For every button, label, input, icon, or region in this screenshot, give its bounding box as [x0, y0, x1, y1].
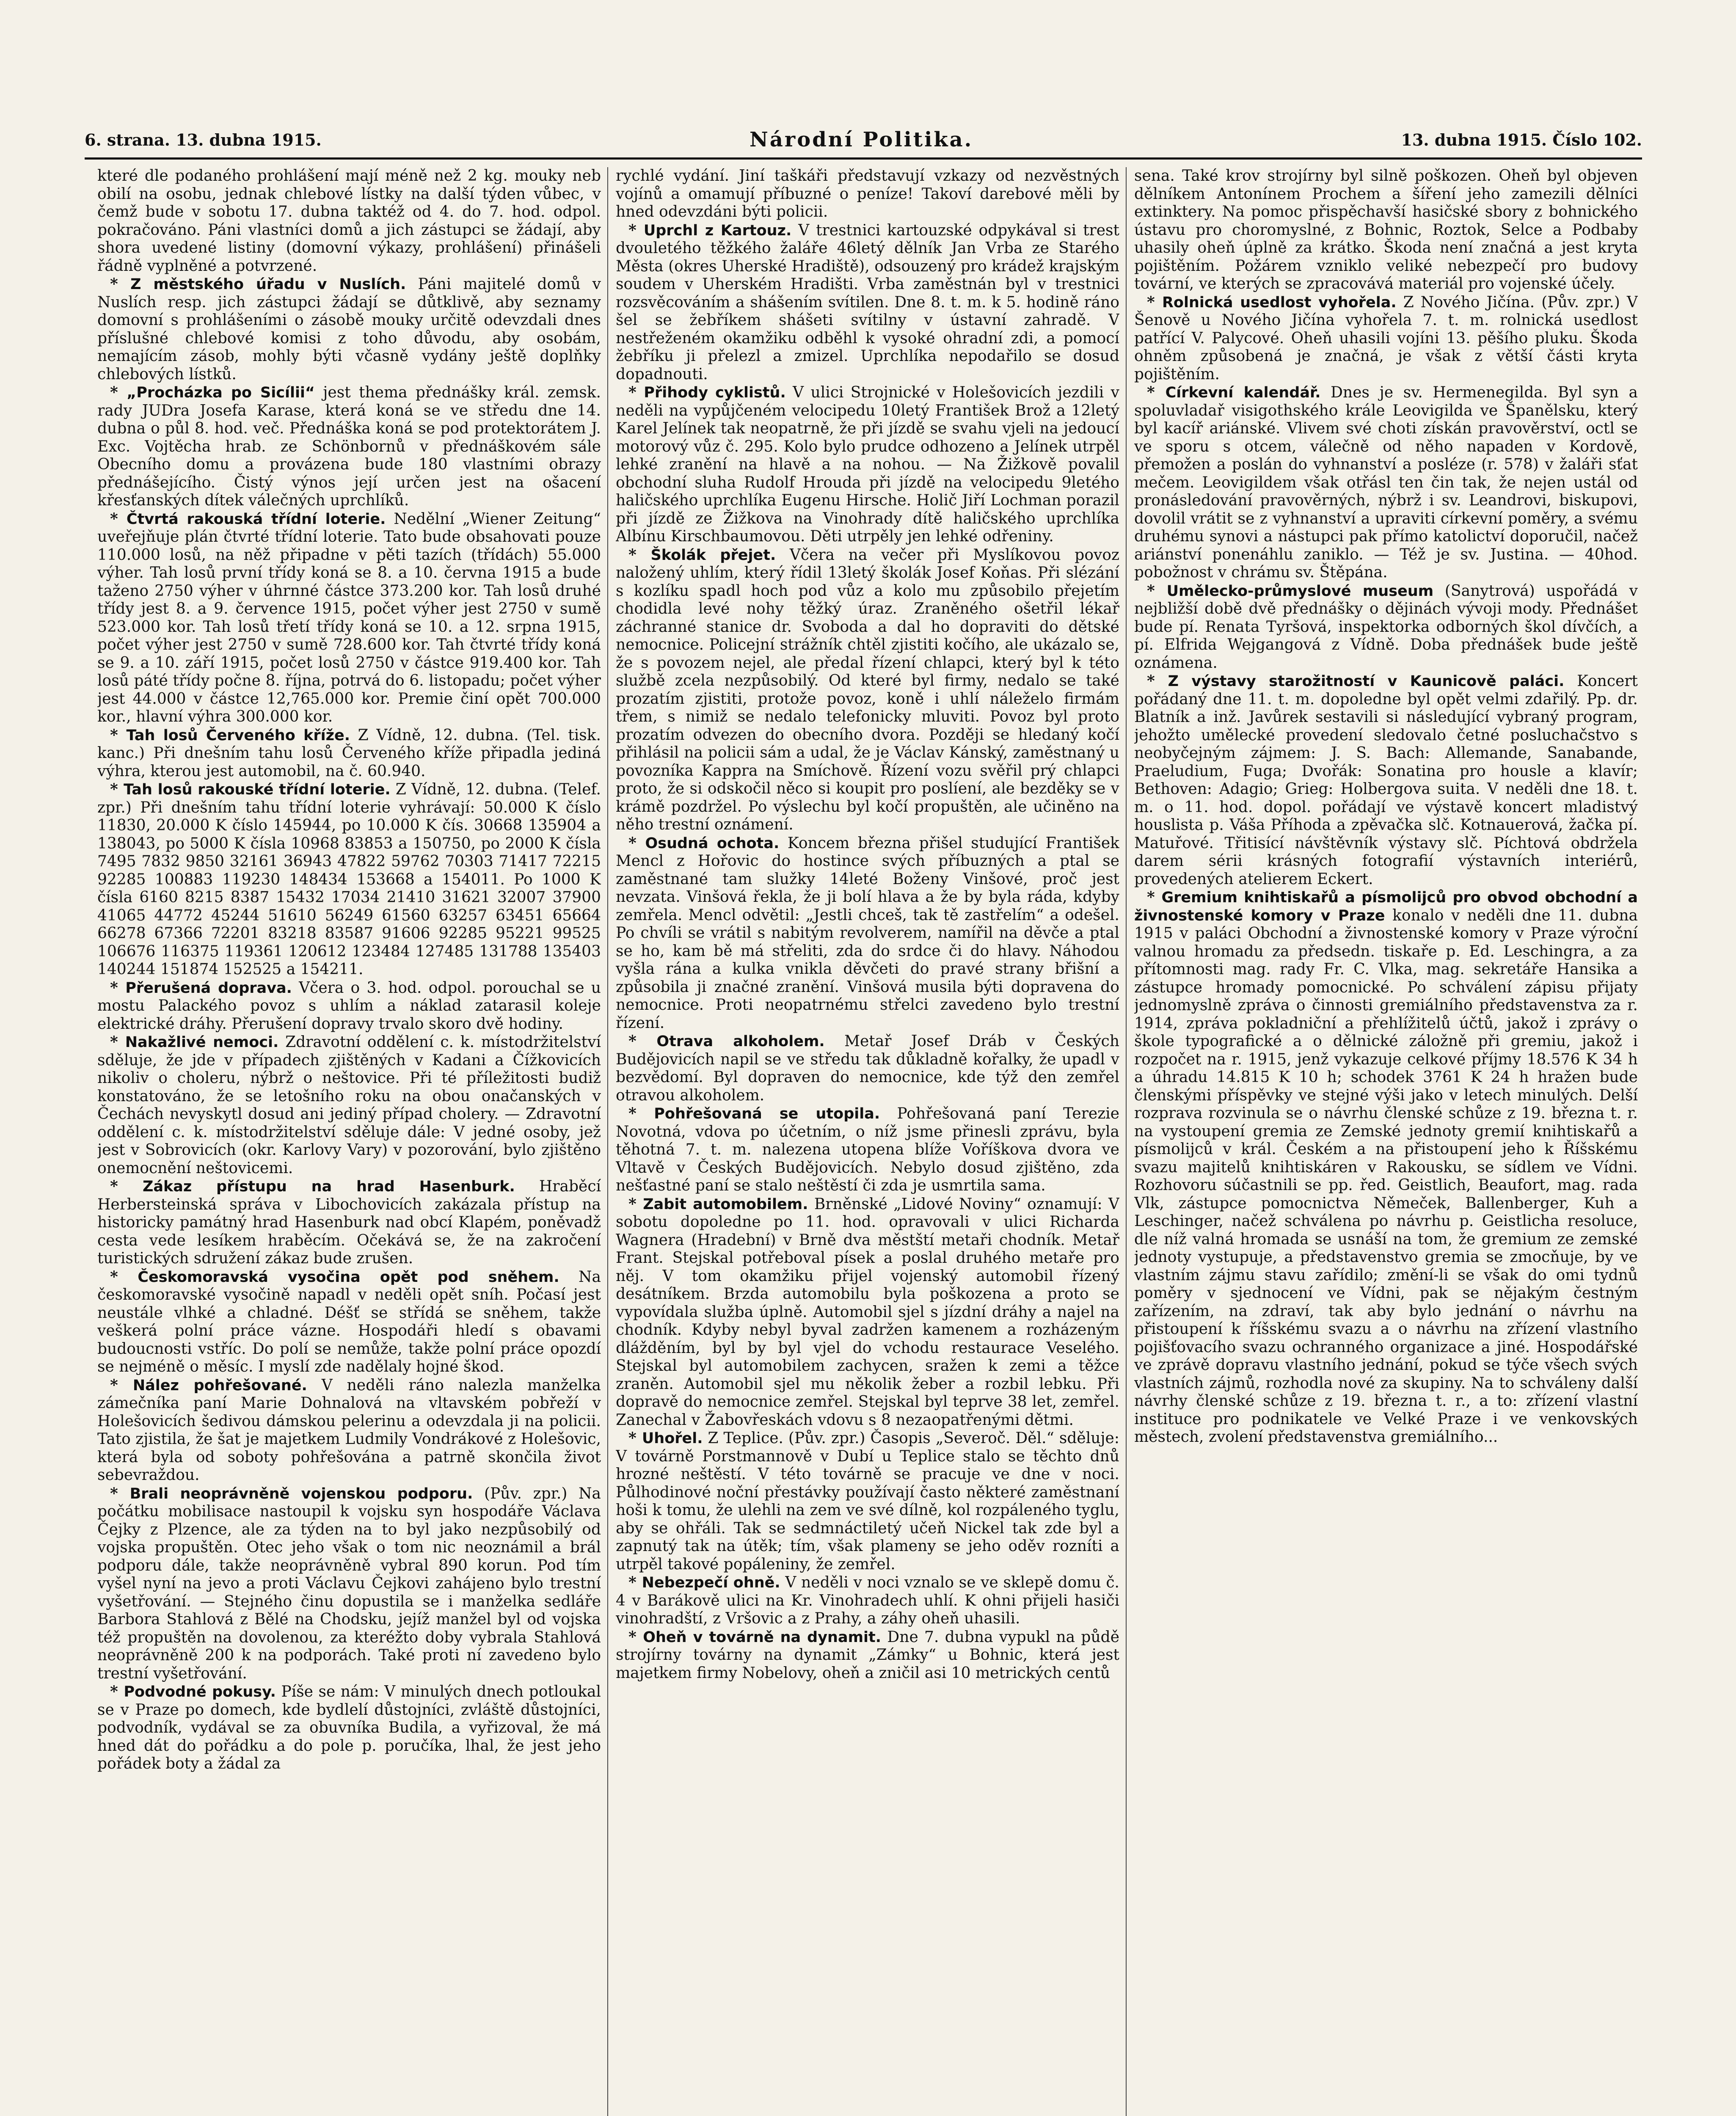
- article-paragraph: [97, 1485, 601, 1683]
- article-headline: Nebezpečí ohně.: [642, 1574, 780, 1591]
- asterisk-marker: *: [628, 1573, 642, 1591]
- article-paragraph: [97, 1268, 601, 1376]
- article-paragraph: [616, 383, 1119, 546]
- article-body: které dle podaného prohlášení mají méně než 2 kg. mouky neb obilí na osobu, jednak chlebové lístky na další týden vůbec, v čemž bude v sobotu 17. dubna taktéž od 4. do 7. hod. odpol. pokračováno. Páni vlastníci domů a jich zástupci se žádají, aby shora uvedené listiny (domovní výkazy, prohlášení) přinášeli řádně vyplněné a potvrzené.: [97, 167, 601, 275]
- asterisk-marker: *: [110, 978, 126, 997]
- asterisk-marker: *: [110, 780, 124, 798]
- article-paragraph: [616, 1573, 1119, 1628]
- article-paragraph: [97, 780, 601, 979]
- asterisk-marker: *: [628, 546, 651, 564]
- article-body: V ulici Strojnické v Holešovicích jezdili v neděli na vypůjčeném velocipedu 10letý František Brož a 12letý Karel Jelínek tak neopatrně, že při jízdě se svahu vjeli na jedoucí motorový vůz č. 295. Kolo bylo prudce odhozeno a Jelínek utrpěl lehké zranění na hlavě a na nohou. — Na Žižkově povalil obchodní sluha Rudolf Hrouda při jízdě na velocipedu 9letého haličského uprchlíka Eugenu Hirsche. Holič Jiří Lochman porazil při jízdě ze Žižkova na Vinohrady dítě haličského uprchlíka Albínu Kirschbaumovou. Děti utrpěly jen lehké odřeniny.: [616, 384, 1119, 545]
- header-rule: [85, 157, 1642, 160]
- article-body: Píše se nám: V minulých dnech potloukal se v Praze po domech, kde bydlelí důstojníci, zvláště důstojníci, podvodník, vydával se za obuvníka Budila, a vyřizoval, že má hned dát do pořádku a do pole p. poručíka, lhal, že jest jeho pořádek boty a žádal za: [97, 1683, 601, 1772]
- article-paragraph: [1134, 383, 1638, 582]
- article-body: Z Teplice. (Pův. zpr.) Časopis „Severoč. Děl.“ sděluje: V továrně Porstmannově v Dubí u Teplice stalo se těchto dnů hrozné neštěstí. V této továrně se pracuje ve dne v noci. Půlhodinové noční přestávky používají často některé zaměstnaní hoši k tomu, že ulehli na zem ve své dílně, kol rozpáleného tyglu, aby se ohřáli. Tak se sedmnáctiletý učeň Nickel tak zde byl a zapnutý tak na útěk; tím, však plameny se jeho oděv rozníti a utrpěl takové popáleniny, že zemřel.: [616, 1430, 1119, 1573]
- article-paragraph: [616, 546, 1119, 834]
- asterisk-marker: *: [110, 1484, 130, 1502]
- asterisk-marker: *: [628, 1032, 657, 1050]
- article-headline: Čtvrtá rakouská třídní loterie.: [126, 510, 386, 528]
- article-paragraph: [97, 1683, 601, 1773]
- asterisk-marker: *: [1147, 293, 1162, 311]
- article-body: V trestnici kartouzské odpykával si trest dvouletého těžkého žaláře 46letý dělník Jan Vrba ze Starého Města (okres Uherské Hradiště), odsouzený pro krádež krajským soudem v Uherském Hradišti. Vrba zaměstnán byl v trestnici rozsvěcováním a shášením svítilen. Dne 8. t. m. k 5. hodině ráno šel se žebříkem shášeti svítilny v ústavní zahradě. V nestřeženém okamžiku odběhl k vysoké ohradní zdi, a pomocí žebříku ji přelezl a zmizel. Uprchlíka nepodařilo se dosud dopadnouti.: [616, 221, 1119, 383]
- article-paragraph: [616, 1195, 1119, 1430]
- asterisk-marker: *: [628, 221, 644, 239]
- article-body: sena. Také krov strojírny byl silně poškozen. Oheň byl objeven dělníkem Antonínem Prochem a šíření jeho zamezili dělníci extinktery. Na pomoc přispěchavší hasičské sbory z bohnického ústavu pro choromyslné, z Bohnic, Roztok, Selce a Podbaby uhasily oheň úplně za krátko. Škoda není značná a jest kryta pojištěním. Požárem vzniklo veliké nebezpečí pro budovy tovární, ve kterých se zpracovává materiál pro vojenské účely.: [1134, 167, 1638, 292]
- article-paragraph: [1134, 582, 1638, 672]
- article-headline: „Procházka po Sicílii“: [127, 384, 315, 401]
- article-headline: Z výstavy starožitností v Kaunicově paláci.: [1168, 673, 1565, 690]
- article-paragraph: [616, 1105, 1119, 1195]
- asterisk-marker: *: [1147, 672, 1168, 690]
- article-headline: Umělecko-průmyslové museum: [1166, 582, 1434, 600]
- asterisk-marker: *: [110, 1683, 124, 1700]
- article-paragraph: [616, 221, 1119, 384]
- article-body: konalo v neděli dne 11. dubna 1915 v paláci Obchodní a živnostenské komory v Praze výroční valnou hromadu za předsedn. tiskaře p. Ed. Leschingra, a za přítomnosti mag. rady Fr. C. Vlka, mag. sekretáře Hansika a zástupce hromady pomocnické. Po schválení zápisu přijaty jednomyslně zpráva o činnosti gremiálního představenstva za r. 1914, zpráva pokladniční a přehlížitelů účtů, jakož i zprávy o škole typografické a o dělnické záložně při gremiu, jakož i rozpočet na r. 1915, jenž vykazuje celkové příjmy 18.576 K 34 h a úhradu 14.815 K 10 h; schodek 3761 K 24 h hražen bude členskými příspěvky ve stejné výši jako v letech minulých. Delší rozprava rozvinula se o návrhu členské schůze z 19. března t. r. na vystoupení gremia ze Zemské jednoty gremií knihtiskařů a písmolijců v král. Českém a na přistoupení jeho k Říšskému svazu majitelů knihtiskáren v Rakousku, se sídlem ve Vídni. Rozhovoru súčastnili se pp. řed. Geistlich, Beaufort, mag. rada Vlk, zástupce pomocnictva Němeček, Ballenberger, Kuh a Leschinger, načež schválena po návrhu p. Geistlicha resoluce, dle níž valná hromada se usnáší na tom, že gremium ze zemské jednoty vystupuje, a představenstvo gremia se zmocňuje, by ve vlastním zájmu stavu zařídilo; změní-li se však do omi tydnů poměry v sjednocení ve Vídni, pak se nějakým čestným zařízením, na zdraví, tak aby bylo jednání o návrhu na přistoupení k říšskému svazu a o návrhu na zřízení vlastního pojišťovacího svazu ochranného organizace a jiné. Hospodářské ve zprávě dopravu vlastního jednání, pokud se týče všech svých vlastních zájmů, rozhodla nové za skupiny. Na to schváleny další návrhy členské schůze z 19. března t. r., a to: zřízení vlastní instituce pro podnikatele ve Velké Praze i ve venkovských městech, zvolení představenstva gremiálního...: [1134, 906, 1638, 1446]
- article-paragraph: [97, 275, 601, 383]
- article-headline: Rolnická usedlost vyhořela.: [1162, 294, 1397, 311]
- article-paragraph: [97, 726, 601, 781]
- issue-date-number: 13. dubna 1915. Číslo 102.: [1401, 130, 1642, 149]
- article-paragraph: [1134, 167, 1638, 293]
- article-body: rychlé vydání. Jiní taškáři představují vzkazy od nezvěstných vojínů a omamují příbuzné o peníze! Takoví darebové měli by hned odevzdáni býti policii.: [616, 167, 1119, 220]
- column-divider: [1126, 167, 1127, 2116]
- masthead-title: Národní Politika.: [749, 128, 973, 152]
- article-headline: Českomoravská vysočina opět pod sněhem.: [138, 1268, 559, 1286]
- article-paragraph: [97, 1033, 601, 1177]
- article-paragraph: [97, 510, 601, 726]
- asterisk-marker: *: [110, 1033, 125, 1051]
- article-body: Dne 7. dubna vypukl na půdě strojírny továrny na dynamit „Zámky“ u Bohnic, která jest majetkem firmy Nobelovy, oheň a zničil asi 10 metrických centů: [616, 1628, 1119, 1682]
- article-body: Dnes je sv. Hermenegilda. Byl syn a spoluvladař visigothského krále Leovigilda ve Španělsku, který byl kacíř ariánské. Vlivem své choti získán pravověrství, octl se ve sporu s otcem, válečně od něho napaden v Kordově, přemožen a poslán do vyhnanství a posléze (r. 578) v žaláři sťat mečem. Leovigildem však otřásl ten čin tak, že nejen ustál od pronásledování pravověrných, nýbrž i sv. Leandrovi, biskupovi, dovolil vrátit se z vyhnanství a upraviti církevní poměry, a svému druhému synovi a nástupci pak přímo katolictví doporučil, načež ariánství ponenáhlu zaniklo. — Též je sv. Justina. — 40hod. pobožnost v chrámu sv. Štěpána.: [1134, 384, 1638, 581]
- article-headline: Nález pohřešované.: [132, 1377, 307, 1394]
- article-headline: Zákaz přístupu na hrad Hasenburk.: [142, 1178, 515, 1195]
- article-body: V neděli ráno nalezla manželka zámečníka paní Marie Dohnalová na vltavském pobřeží v Holešovicích šedivou dámskou pelerinu a odevzdala ji na policii. Tato zjistila, že šat je majetkem Ludmily Vondrákové z Holešovic, která byla od soboty pohřešována a patrně skončila život sebevraždou.: [97, 1376, 601, 1484]
- article-headline: Pohřešovaná se utopila.: [654, 1105, 880, 1122]
- article-headline: Církevní kalendář.: [1165, 384, 1321, 401]
- article-paragraph: [1134, 672, 1638, 888]
- article-body: Hraběcí Herbersteinská správa v Libochovicích zakázala přístup na historicky památný hrad Hasenburk nad obcí Klapém, poněvadž cesta vede lesíkem hraběcím. Očekává se, že na zakročení turistických sdružení zákaz bude zrušen.: [97, 1178, 601, 1267]
- asterisk-marker: *: [628, 1429, 642, 1447]
- article-body: Pohřešovaná paní Terezie Novotná, vdova po účetním, o níž jsme přinesli zprávu, byla těhotná 7. t. m. nalezena utopena blíže Voříškova dvora ve Vltavě v Českých Budějovicích. Nebylo dosud zjištěno, zda nešťastné paní se stalo neštěstí či zda je usmrtila sama.: [616, 1105, 1119, 1194]
- asterisk-marker: *: [628, 834, 645, 852]
- column-3: [1134, 167, 1638, 2116]
- asterisk-marker: *: [110, 383, 127, 401]
- article-headline: Přihody cyklistů.: [644, 384, 786, 401]
- article-paragraph: [616, 834, 1119, 1033]
- asterisk-marker: *: [110, 1177, 143, 1195]
- article-body: Včera na večer při Myslíkovou povoz naložený uhlím, který řídil 13letý školák Josef Koňas. Při slézání s kozlíku spadl hoch pod vůz a kolo mu způsobilo přejetím chodidla levé nohy těžký úraz. Zraněného ošetřil lékař záchranné stanice dr. Svoboda a dal ho dopraviti do dětské nemocnice. Policejní strážník chtěl zjistiti kočího, ale ukázalo se, že s povozem nejel, ale předal řízení chlapci, který byl k této službě zcela nezpůsobilý. Od které byl firmy, nedalo se také prozatím zjistiti, protože povoz, koně i uhlí náleželo firmám třem, s nimiž se nedalo telefonicky mluviti. Povoz byl proto prozatím odvezen do obecního dvora. Později se hledaný kočí přihlásil na policii sám a udal, že je Václav Kánský, zaměstnaný u povozníka Kappra na Smíchově. Řízení vozu svěřil prý chlapci proto, že si odskočil něco si koupit pro poslíení, ale bezděky se v krámě pozdržel. Po výslechu byl kočí propuštěn, ale učiněno na něho trestní oznámení.: [616, 546, 1119, 833]
- article-body: Na českomoravské vysočině napadl v neděli opět sníh. Počasí jest neustále vlhké a chladné. Déšť se střídá se sněhem, takže veškerá polní práce vázne. Hospodáři hledí s obavami budoucnosti vstříc. Do polí se nemůže, takže polní práce opozdí se nejméně o měsíc. I myslí zde nadělaly hojné škod.: [97, 1268, 601, 1375]
- article-paragraph: [1134, 888, 1638, 1446]
- article-headline: Nakažlivé nemoci.: [125, 1034, 279, 1051]
- asterisk-marker: *: [110, 726, 127, 744]
- column-divider: [607, 167, 608, 2116]
- article-headline: Školák přejet.: [650, 546, 776, 564]
- article-headline: Tah losů Červeného kříže.: [126, 727, 350, 744]
- article-headline: Oheň v továrně na dynamit.: [643, 1628, 882, 1646]
- asterisk-marker: *: [110, 1267, 138, 1286]
- article-headline: Uhořel.: [642, 1430, 703, 1447]
- asterisk-marker: *: [628, 383, 644, 401]
- article-body: Zdravotní oddělení c. k. místodržitelství sděluje, že jde v případech zjištěných v Kadani a Čížkovicích nikoliv o choleru, nýbrž o neštovice. Při té příležitosti budiž konstatováno, že se letošního roku na obou onačanských v Čechách nevyskytl dosud ani jediný případ cholery. — Zdravotní oddělení c. k. místodržitelství sděluje dále: V jedné osoby, jež jest v Sobrovicích (okr. Karlovy Vary) v pozorování, bylo zjištěno onemocnění neštovicemi.: [97, 1033, 601, 1177]
- article-headline: Tah losů rakouské třídní loterie.: [123, 781, 391, 798]
- article-headline: Podvodné pokusy.: [124, 1683, 276, 1700]
- article-body: Koncem března přišel studující František Mencl z Hořovic do hostince svých příbuzných a ptal se zaměstnané tam služky 14leté Boženy Vinšové, proč jest nevzata. Vinšová řekla, že ji bolí hlava a že by byla ráda, kdyby zemřela. Mencl odvětil: „Jestli chceš, tak tě zastřelím“ a odešel. Po chvíli se vrátil s nabitým revolverem, namířil na děvče a ptal se ho, kam bě má střeliti, zda do srdce či do hlavy. Náhodou vyšla rána a kulka vnikla děvčeti do pravé strany břišní a způsobila ji značné zranění. Vinšová musila býti dopravena do nemocnice. Proti neopatrnému střelci zavedeno bylo trestní řízení.: [616, 834, 1119, 1032]
- asterisk-marker: *: [1147, 383, 1166, 401]
- article-paragraph: [97, 383, 601, 510]
- article-paragraph: [1134, 293, 1638, 384]
- article-body: (Sanytrová) uspořádá v nejbližší době dvě přednášky o dějinách vývoji mody. Přednášet bude pí. Renata Tyršová, inspektorka odborných škol dívčích, a pí. Elfrida Wejgangová z Vídně. Doba přednášek bude ještě oznámena.: [1134, 582, 1638, 672]
- article-headline: Z městského úřadu v Nuslích.: [130, 276, 406, 293]
- asterisk-marker: *: [1147, 581, 1167, 600]
- article-headline: Brali neoprávněně vojenskou podporu.: [130, 1485, 473, 1502]
- article-headline: Gremium knihtiskařů a písmolijců pro obvod obchodní a živnostenské komory v Praze: [1134, 889, 1638, 924]
- article-paragraph: [97, 1177, 601, 1268]
- article-body: Včera o 3. hod. odpol. porouchal se u mostu Palackého povoz s uhlím a náklad zatarasil koleje elektrické dráhy. Přerušení dopravy trvalo skoro dvě hodiny.: [97, 979, 601, 1033]
- article-body: Páni majitelé domů v Nuslích resp. jich zástupci žádají se důtklivě, aby seznamy domovní s prohlášeními o zásobě mouky určitě odevzdali dnes příslušné chlebové komisi z toho důvodu, aby osobám, nemajícím zásob, mohly býti včasně vydány ještě doplňky chlebových lístků.: [97, 276, 601, 383]
- article-paragraph: [616, 1032, 1119, 1105]
- article-body: (Pův. zpr.) Na počátku mobilisace nastoupil k vojsku syn hospodáře Václava Čejky z Plzence, ale za týden na to byl jako nezpůsobilý od vojska propuštěn. Otec jeho však o tom nic neoznámil a brál podporu dále, takže neoprávněně vybral 890 korun. Pod tím vyšel nyní na jevo a proti Václavu Čejkovi zahájeno bylo trestní vyšetřování. — Stejného činu dopustila se i manželka sedláře Barbora Stahlová z Bělé na Chodsku, jejíž manžel byl od vojska též propuštěn na dovolenou, za kteréžto doby vybrala Stahlová neoprávněně 200 k na podporách. Také proti ní zavedeno bylo trestní vyšetřování.: [97, 1485, 601, 1682]
- article-paragraph: [97, 979, 601, 1033]
- article-paragraph: [616, 167, 1119, 221]
- article-headline: Osudná ochota.: [645, 835, 780, 852]
- asterisk-marker: *: [628, 1628, 643, 1646]
- article-body: V neděli v noci vznalo se ve sklepě domu č. 4 v Barákově ulici na Kr. Vinohradech uhlí. K ohni přijeli hasiči vinohradští, z Vršovic a z Prahy, a záhy oheň uhasili.: [616, 1574, 1119, 1627]
- page-number-date: 6. strana. 13. dubna 1915.: [85, 130, 322, 149]
- asterisk-marker: *: [628, 1195, 643, 1213]
- article-headline: Přerušená doprava.: [125, 979, 292, 997]
- article-paragraph: [616, 1429, 1119, 1573]
- column-1: [97, 167, 601, 2116]
- page-header: [85, 127, 1642, 152]
- article-body: jest thema přednášky král. zemsk. rady JUDra Josefa Karase, která koná se ve středu dne 14. dubna o půl 8. hod. več. Přednáška koná se pod protektorátem J. Exc. Vojtěcha hrab. ze Schönbornů v přednáškovém sále Obecního domu a provázena bude 180 vlastními obrazy přednášejícího. Čistý výnos její určen jest na ošacení křesťanských dítek válečných uprchlíků.: [97, 384, 601, 509]
- asterisk-marker: *: [110, 1376, 133, 1394]
- article-headline: Otrava alkoholem.: [656, 1033, 825, 1050]
- article-body: Metař Josef Dráb v Českých Budějovicích napil se ve středu tak důkladně kořalky, že upadl v bezvědomí. Byl dopraven do nemocnice, kde týž den zemřel otravou alkoholem.: [616, 1033, 1119, 1104]
- asterisk-marker: *: [628, 1105, 654, 1122]
- article-body: Nedělní „Wiener Zeitung“ uveřejňuje plán čtvrté třídní loterie. Tato bude obsahovati pouze 110.000 losů, na něž připadne v pěti tazích (třídách) 55.000 výher. Tah losů první třídy koná se 8. a 10. června 1915 a bude taženo 2750 výher v úhrnné částce 373.200 kor. Tah losů druhé třídy jest 8. a 9. července 1915, počet výher jest 2750 v sumě 523.000 kor. Tah losů třetí třídy koná se 10. a 12. srpna 1915, počet výher jest 2750 v sumě 728.600 kor. Tah čtvrté třídy koná se 9. a 10. září 1915, počet losů 2750 v částce 919.400 kor. Tah losů páté třídy počne 8. října, potrvá do 6. listopadu; počet výher jest 44.000 v částce 12,765.000 kor. Premie činí opět 700.000 kor., hlavní výhra 300.000 kor.: [97, 510, 601, 725]
- column-2: [616, 167, 1119, 2116]
- article-body: Z Vídně, 12. dubna. (Telef. zpr.) Při dnešním tahu třídní loterie vyhrávají: 50.000 K číslo 11830, 20.000 K číslo 145944, po 10.000 K čís. 30668 135904 a 138043, po 5000 K čísla 10968 83853 a 150750, po 2000 K čísla 7495 7832 9850 32161 36943 47822 59762 70303 71417 72215 92285 100883 119230 148434 153668 a 154011. Po 1000 K čísla 6160 8215 8387 15432 17034 21410 31621 32007 37900 41065 44772 45244 51610 56249 61560 63257 63451 65664 66278 67366 72201 83218 83587 91606 92285 95221 99525 106676 116375 119361 120612 123484 127485 131788 135403 140244 151874 152525 a 154211.: [97, 781, 601, 978]
- article-body: Brněnské „Lidové Noviny“ oznamují: V sobotu dopoledne po 11. hod. opravovali v ulici Richarda Wagnera (Hradební) v Brně dva městští metaři chodník. Metař Frant. Stejskal potřeboval písek a poslal druhého metaře pro něj. V tom okamžiku přijel vojenský automobil řízený desátníkem. Brzda automobilu byla poškozena a proto se vypovídala služba úplně. Automobil sjel s jízdní dráhy a najel na chodník. Kdyby nebyl byval zadržen kamenem a rozházeným dlážděním, byl by byl vjel do vchodu restaurace Veselého. Stejskal byl automobilem zachycen, sražen k zemi a těžce zraněn. Automobil sjel mu několik žeber a rozbil lebku. Při dopravě do nemocnice zemřel. Stejskal byl teprve 38 let, zemřel. Zanechal v Žabovřeskách vdovu s 8 nezaopatřenými dětmi.: [616, 1195, 1119, 1429]
- asterisk-marker: *: [1147, 888, 1162, 906]
- article-headline: Uprchl z Kartouz.: [643, 222, 792, 239]
- article-body: Z Vídně, 12. dubna. (Tel. tisk. kanc.) Při dnešním tahu losů Červeného kříže připadla jediná výhra, kterou jest automobil, na č. 60.940.: [97, 726, 601, 780]
- asterisk-marker: *: [110, 275, 131, 293]
- article-body: Z Nového Jičína. (Pův. zpr.) V Šenově u Nového Jičína vyhořela 7. t. m. rolnická usedlost patřící V. Palycové. Oheň uhasili vojíni 13. pěšího pluku. Škoda ohněm způsobená je značná, je však z větší části kryta pojištěním.: [1134, 293, 1638, 383]
- article-paragraph: [97, 167, 601, 275]
- article-body: Koncert pořádaný dne 11. t. m. dopoledne byl opět velmi zdařilý. Pp. dr. Blatník a inž. Javůrek sestavili si následující vybraný program, jehožto umělecké provedení sledovalo četné posluchačstvo s neobyčejným zájmem: J. S. Bach: Allemande, Sanabande, Praeludium, Fuga; Dvořák: Sonatina pro housle a klavír; Bethoven: Adagio; Grieg: Holbergova suita. V neděli dne 18. t. m. o 11. hod. dopol. pořádají ve výstavě koncert mladistvý houslista p. Váša Příhoda a zpěvačka slč. Kotnauerová, žačka pí. Matuřové. Třitisící návštěvník výstavy slč. Píchtová obdržela darem sérii krásných fotografií výstavních interiérů, provedených atelierem Eckert.: [1134, 672, 1638, 888]
- asterisk-marker: *: [110, 510, 127, 528]
- article-paragraph: [97, 1376, 601, 1485]
- article-paragraph: [616, 1628, 1119, 1683]
- article-headline: Zabit automobilem.: [643, 1196, 808, 1213]
